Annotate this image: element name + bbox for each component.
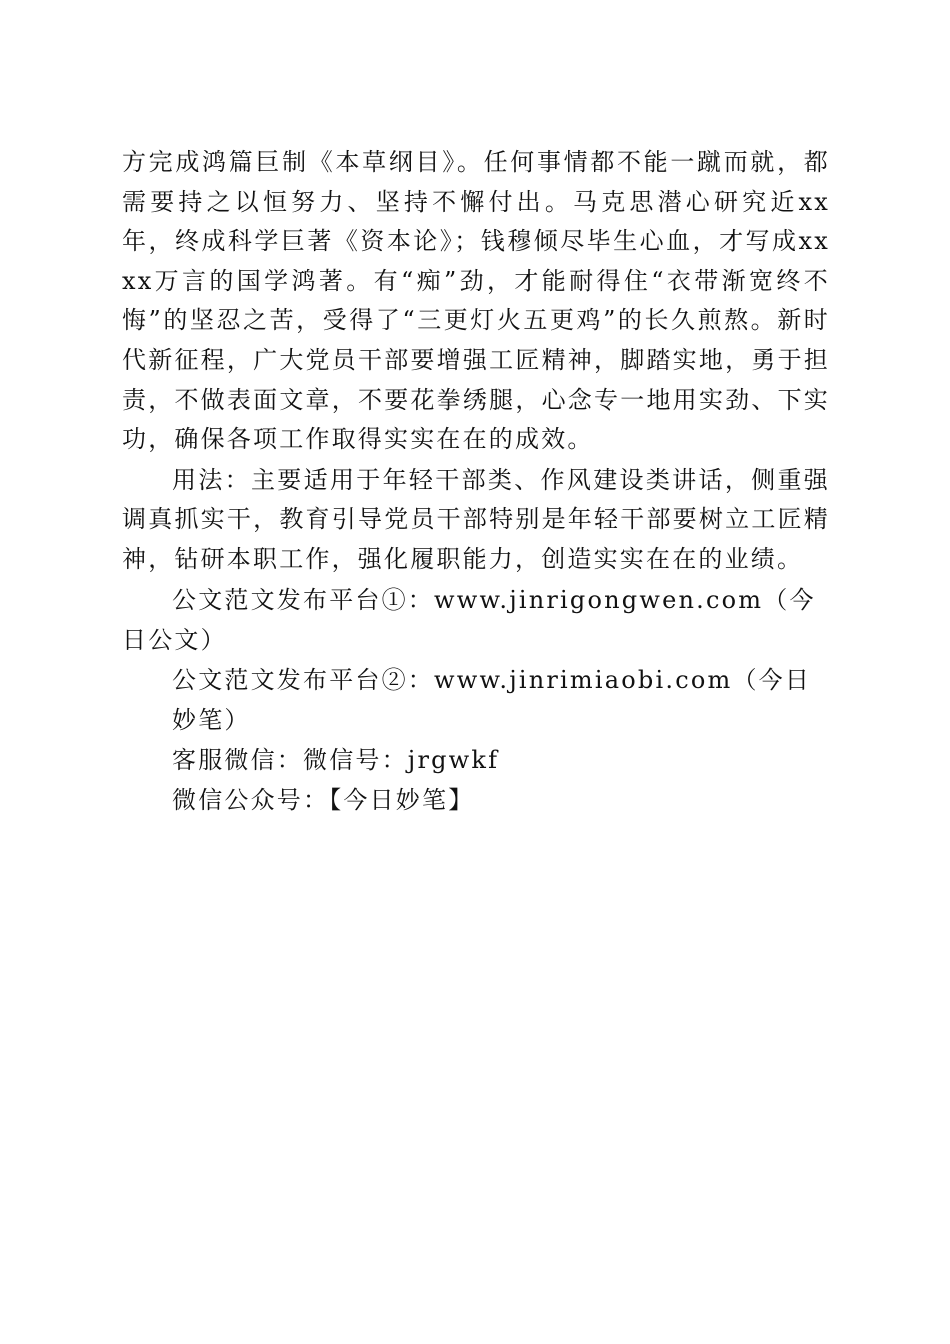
- usage-paragraph: 用法：主要适用于年轻干部类、作风建设类讲话，侧重强调真抓实干，教育引导党员干部特别是年轻干部要树立工匠精神，钻研本职工作，强化履职能力，创造实实在在的业绩。: [122, 465, 830, 573]
- document-body: [122, 143, 830, 820]
- service-wechat: 客服微信：微信号：jrgwkf: [172, 745, 500, 774]
- platform-link-1[interactable]: 公文范文发布平台①：www.jinrigongwen.com（今日公文）: [122, 585, 816, 654]
- official-account: 微信公众号：【今日妙笔】: [172, 785, 475, 814]
- platform-link-2[interactable]: 公文范文发布平台②：www.jinrimiaobi.com（今日妙笔）: [172, 665, 812, 734]
- body-paragraph-continued: 方完成鸿篇巨制《本草纲目》。任何事情都不能一蹴而就，都需要持之以恒努力、坚持不懈付出。马克思潜心研究近xx年，终成科学巨著《资本论》；钱穆倾尽毕生心血，才写成xxxx万言的国学鸿著。有“痴”劲，才能耐得住“衣带渐宽终不悔”的坚忍之苦，受得了“三更灯火五更鸡”的长久煎熬。新时代新征程，广大党员干部要增强工匠精神，脚踏实地，勇于担责，不做表面文章，不要花拳绣腿，心念专一地用实劲、下实功，确保各项工作取得实实在在的成效。: [122, 148, 830, 454]
